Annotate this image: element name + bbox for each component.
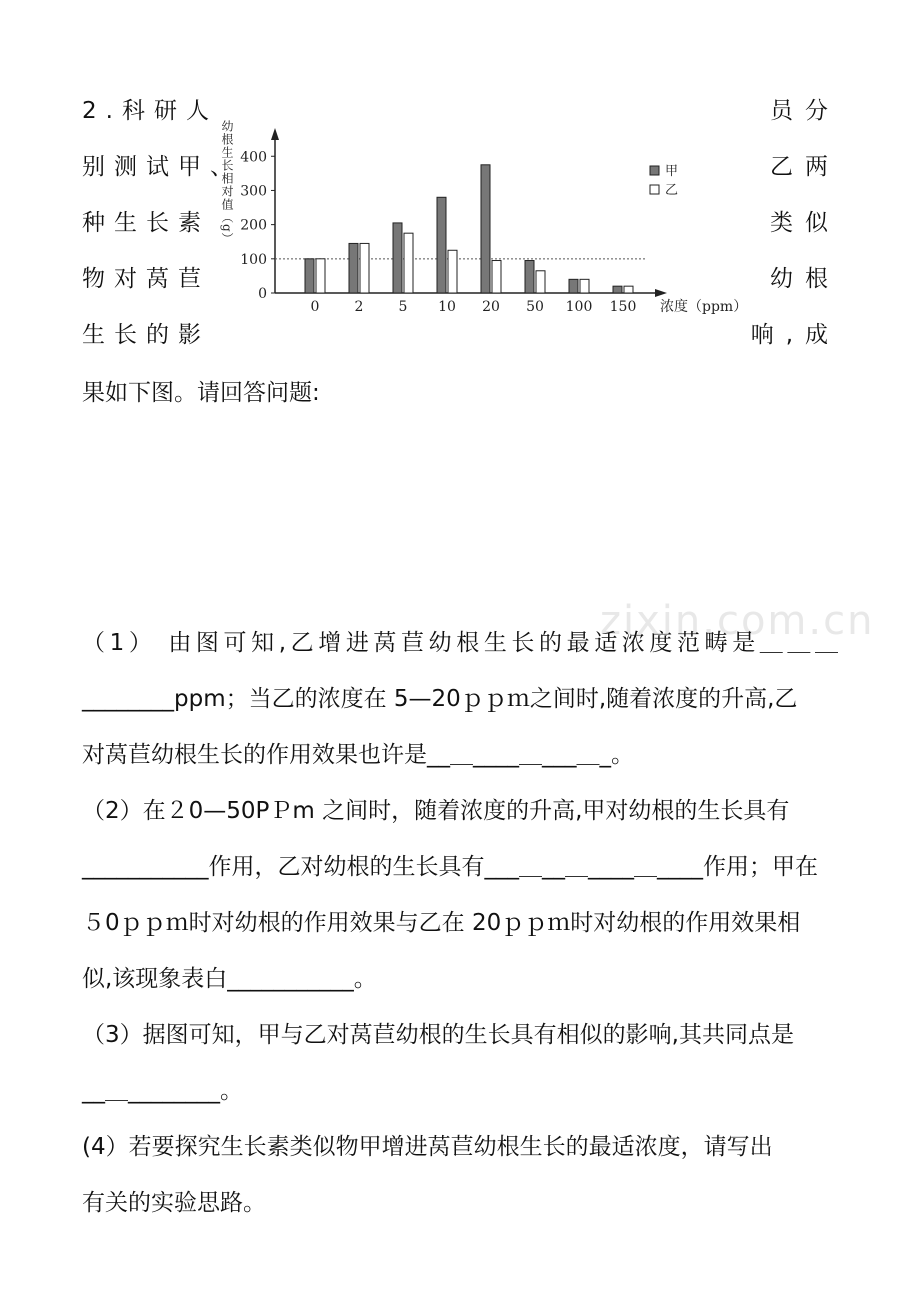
q1-line-2: ________ppm；当乙的浓度在 5—20ｐｐｍ之间时,随着浓度的升高,乙 <box>82 686 798 712</box>
q4-line-1: (4）若要探究生长素类似物甲增进莴苣幼根生长的最适浓度，请写出 <box>82 1134 773 1160</box>
bar-yi <box>580 279 589 293</box>
intro-left-line-2: 别测试甲、 <box>82 154 242 180</box>
y-tick-label: 100 <box>240 251 267 268</box>
bar-yi <box>404 233 413 293</box>
x-tick-label: 20 <box>482 299 500 315</box>
intro-last-line: 果如下图。请回答问题: <box>82 380 320 406</box>
y-axis-label: 幼根生长相对值（g） <box>220 120 234 246</box>
bar-jia <box>349 243 358 293</box>
y-tick-label: 0 <box>258 286 267 302</box>
bar-yi <box>624 286 633 293</box>
q3-line-1: （3）据图可知，甲与乙对莴苣幼根的生长具有相似的影响,其共同点是 <box>82 1022 794 1048</box>
y-axis-arrow <box>271 128 279 140</box>
bar-jia <box>569 279 578 293</box>
bar-yi <box>536 271 545 293</box>
x-tick-label: 5 <box>398 299 408 315</box>
intro-right-line-5: 响,成 <box>750 322 840 348</box>
bar-jia <box>437 197 446 293</box>
y-tick-label: 400 <box>240 149 267 166</box>
bar-jia <box>525 261 534 293</box>
q2-line-1: （2）在２0—50PＰm 之间时，随着浓度的升高,甲对幼根的生长具有 <box>82 798 790 824</box>
legend-swatch-yi <box>650 185 659 194</box>
intro-left-line-1: 2.科研人 <box>82 98 218 124</box>
x-tick-label: 150 <box>609 299 637 315</box>
q2-line-3: ５0ｐｐｍ时对幼根的作用效果与乙在 20ｐｐｍ时对幼根的作用效果相 <box>82 910 801 936</box>
intro-right-line-2: 乙两 <box>770 154 840 180</box>
q2-line-4: 似,该现象表白___________。 <box>82 966 377 992</box>
x-tick-label: 2 <box>354 299 364 315</box>
bar-yi <box>360 243 369 293</box>
q1-line-3: 对莴苣幼根生长的作用效果也许是__＿____＿___＿_。 <box>82 742 634 768</box>
intro-left-line-5: 生长的影 <box>82 322 210 348</box>
watermark: zixin.com.cn <box>600 598 875 644</box>
intro-left-line-4: 物对莴苣 <box>82 266 210 292</box>
bar-jia <box>305 259 314 293</box>
x-tick-label: 0 <box>310 299 320 315</box>
intro-right-line-4: 幼根 <box>770 266 840 292</box>
x-tick-label: 50 <box>526 299 544 315</box>
bar-yi <box>492 261 501 293</box>
x-axis-arrow <box>655 289 667 297</box>
legend-label-jia: 甲 <box>665 164 679 179</box>
bar-jia <box>393 223 402 293</box>
legend-label-yi: 乙 <box>665 183 679 198</box>
y-tick-label: 300 <box>240 183 267 200</box>
bar-jia <box>613 286 622 293</box>
x-tick-label: 10 <box>438 299 456 315</box>
bar-yi <box>316 259 325 293</box>
bar-yi <box>448 250 457 293</box>
q2-line-2: ___________作用，乙对幼根的生长具有___＿__＿____＿____作用；甲在 <box>82 854 818 880</box>
x-tick-label: 100 <box>565 299 593 315</box>
intro-right-line-3: 类似 <box>770 210 840 236</box>
q4-line-2: 有关的实验思路。 <box>82 1190 266 1216</box>
y-tick-label: 200 <box>240 217 267 234</box>
legend-swatch-jia <box>650 166 659 175</box>
bar-jia <box>481 165 490 293</box>
x-axis-label: 浓度（ppm） <box>660 299 748 315</box>
bar-chart <box>205 108 750 323</box>
intro-left-line-3: 种生长素 <box>82 210 210 236</box>
q1-line-1: （1） 由图可知,乙增进莴苣幼根生长的最适浓度范畴是＿＿＿ <box>82 630 838 656</box>
intro-right-line-1: 员分 <box>770 98 840 124</box>
q3-line-2: __＿________。 <box>82 1078 243 1104</box>
